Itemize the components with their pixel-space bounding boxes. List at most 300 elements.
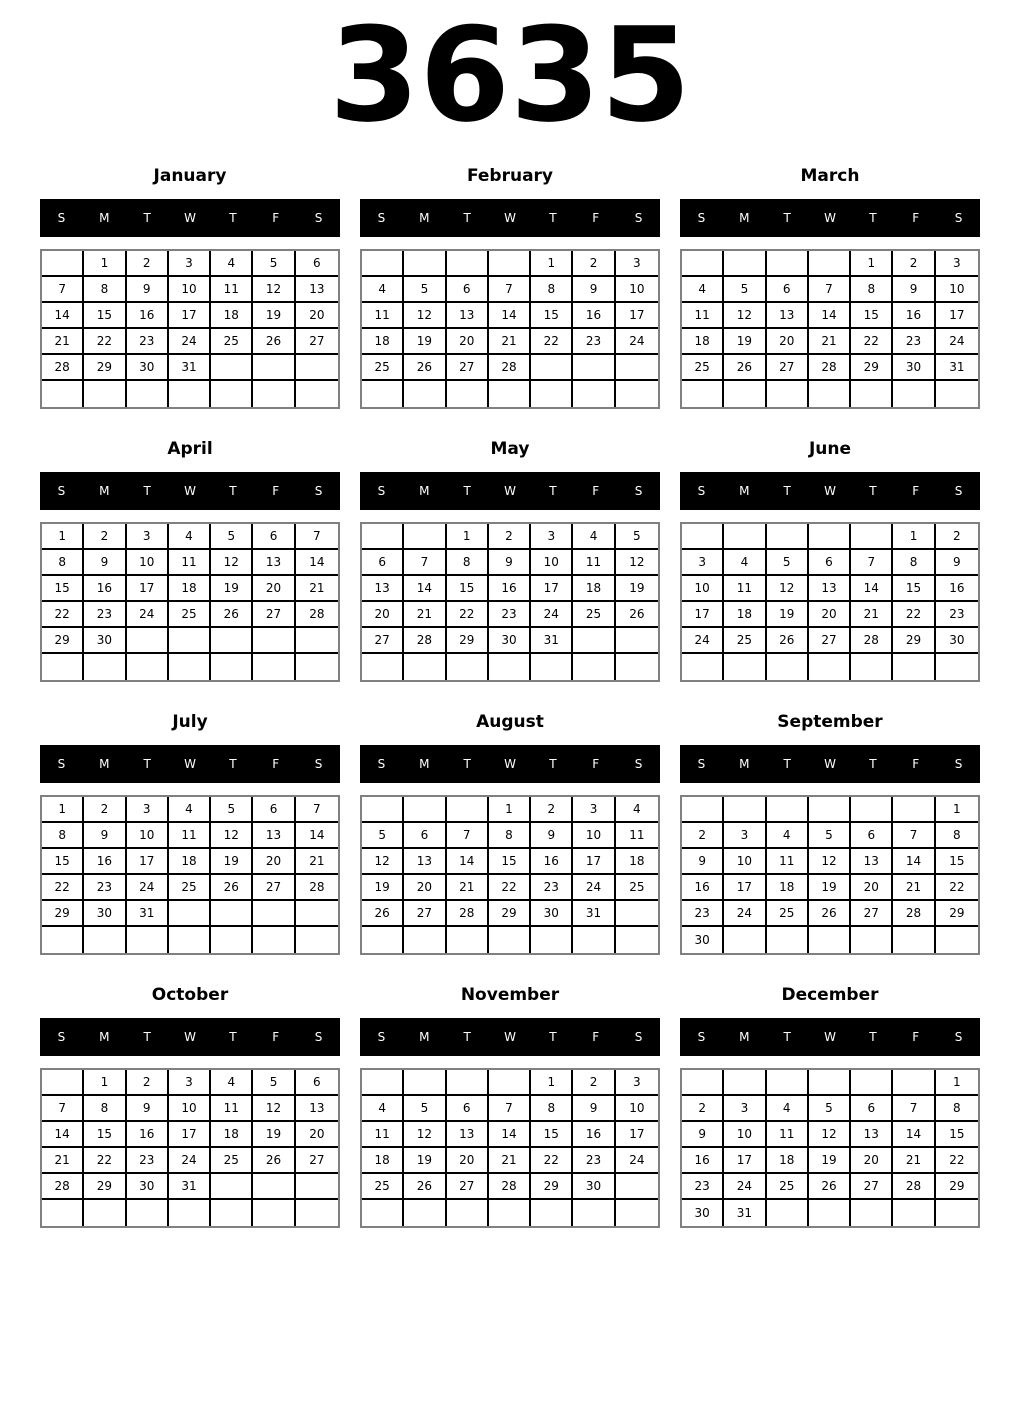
day-cell: 20 — [296, 303, 338, 329]
day-cell: 23 — [893, 329, 935, 355]
day-cell: 22 — [851, 329, 893, 355]
day-cell: 3 — [531, 524, 573, 550]
day-cell: 18 — [362, 1148, 404, 1174]
empty-day-cell — [809, 1070, 851, 1096]
day-cell: 19 — [362, 875, 404, 901]
month — [360, 439, 660, 682]
empty-day-cell — [169, 628, 211, 654]
weekday-label: W — [184, 484, 196, 498]
day-cell: 2 — [573, 251, 615, 277]
empty-day-cell — [616, 901, 658, 927]
week-row — [362, 1070, 658, 1096]
day-cell: 23 — [84, 875, 126, 901]
day-cell: 16 — [573, 1122, 615, 1148]
day-cell: 13 — [447, 303, 489, 329]
day-cell: 20 — [253, 849, 295, 875]
weekday-label: W — [824, 1030, 836, 1044]
empty-day-cell — [362, 524, 404, 550]
empty-day-cell — [362, 251, 404, 277]
day-cell: 6 — [447, 277, 489, 303]
empty-day-cell — [809, 654, 851, 680]
day-cell: 3 — [616, 1070, 658, 1096]
day-cell: 12 — [809, 849, 851, 875]
day-cell: 8 — [42, 550, 84, 576]
day-cell: 15 — [447, 576, 489, 602]
empty-day-cell — [893, 1200, 935, 1226]
day-cell: 20 — [447, 329, 489, 355]
empty-day-cell — [809, 927, 851, 953]
empty-day-cell — [809, 524, 851, 550]
day-cell: 30 — [893, 355, 935, 381]
day-cell: 3 — [573, 797, 615, 823]
month — [40, 712, 340, 955]
day-cell: 5 — [616, 524, 658, 550]
day-cell: 25 — [362, 355, 404, 381]
day-cell: 22 — [84, 329, 126, 355]
month — [680, 712, 980, 955]
weekday-label: T — [783, 1030, 791, 1044]
day-cell: 23 — [573, 1148, 615, 1174]
empty-day-cell — [447, 251, 489, 277]
day-cell: 31 — [573, 901, 615, 927]
empty-day-cell — [724, 524, 766, 550]
week-row — [42, 576, 338, 602]
month-grid — [680, 522, 980, 682]
empty-day-cell — [447, 1200, 489, 1226]
day-cell: 22 — [936, 875, 978, 901]
day-cell: 29 — [489, 901, 531, 927]
day-cell: 14 — [893, 849, 935, 875]
month-name: March — [800, 166, 860, 186]
day-cell: 15 — [851, 303, 893, 329]
day-cell: 1 — [936, 1070, 978, 1096]
weekday-label: F — [592, 757, 600, 771]
day-cell: 21 — [489, 1148, 531, 1174]
empty-day-cell — [253, 355, 295, 381]
month-grid-body — [362, 251, 658, 407]
day-cell: 4 — [169, 524, 211, 550]
day-cell: 1 — [447, 524, 489, 550]
empty-day-cell — [936, 927, 978, 953]
day-cell: 1 — [936, 797, 978, 823]
day-cell: 4 — [767, 823, 809, 849]
weekday-label: T — [229, 757, 237, 771]
month-name: August — [476, 712, 544, 732]
day-cell: 28 — [404, 628, 446, 654]
day-cell: 8 — [531, 1096, 573, 1122]
empty-day-cell — [616, 654, 658, 680]
day-cell: 27 — [851, 1174, 893, 1200]
month-grid — [360, 795, 660, 955]
week-row — [362, 654, 658, 680]
empty-day-cell — [851, 1070, 893, 1096]
day-cell: 22 — [447, 602, 489, 628]
day-cell: 16 — [127, 1122, 169, 1148]
day-cell: 17 — [936, 303, 978, 329]
month — [360, 985, 660, 1228]
day-cell: 30 — [84, 628, 126, 654]
day-cell: 3 — [682, 550, 724, 576]
empty-day-cell — [767, 381, 809, 407]
week-row — [42, 355, 338, 381]
day-cell: 14 — [42, 303, 84, 329]
day-cell: 8 — [84, 1096, 126, 1122]
week-row — [362, 381, 658, 407]
week-row — [42, 1070, 338, 1096]
weekday-label: W — [504, 757, 516, 771]
empty-day-cell — [127, 654, 169, 680]
empty-day-cell — [362, 654, 404, 680]
day-cell: 28 — [296, 875, 338, 901]
day-cell: 19 — [767, 602, 809, 628]
day-cell: 13 — [851, 1122, 893, 1148]
day-cell: 13 — [809, 576, 851, 602]
day-cell: 7 — [489, 1096, 531, 1122]
month — [680, 166, 980, 409]
day-cell: 15 — [531, 303, 573, 329]
day-cell: 17 — [531, 576, 573, 602]
empty-day-cell — [489, 654, 531, 680]
day-cell: 25 — [211, 1148, 253, 1174]
day-cell: 6 — [851, 1096, 893, 1122]
day-cell: 7 — [489, 277, 531, 303]
day-cell: 12 — [211, 550, 253, 576]
day-cell: 5 — [404, 1096, 446, 1122]
month — [40, 985, 340, 1228]
empty-day-cell — [127, 927, 169, 953]
day-cell: 27 — [296, 1148, 338, 1174]
day-cell: 20 — [447, 1148, 489, 1174]
empty-day-cell — [211, 355, 253, 381]
day-cell: 13 — [253, 823, 295, 849]
week-row — [682, 1200, 978, 1226]
empty-day-cell — [404, 654, 446, 680]
day-cell: 14 — [851, 576, 893, 602]
day-cell: 27 — [362, 628, 404, 654]
day-cell: 30 — [127, 1174, 169, 1200]
day-cell: 11 — [362, 303, 404, 329]
empty-day-cell — [253, 628, 295, 654]
day-cell: 23 — [531, 875, 573, 901]
empty-day-cell — [404, 524, 446, 550]
empty-day-cell — [42, 381, 84, 407]
day-cell: 14 — [489, 1122, 531, 1148]
day-cell: 9 — [682, 849, 724, 875]
day-cell: 24 — [616, 329, 658, 355]
weekday-bar — [680, 199, 980, 237]
day-cell: 9 — [127, 277, 169, 303]
week-row — [42, 797, 338, 823]
day-cell: 5 — [253, 1070, 295, 1096]
day-cell: 6 — [404, 823, 446, 849]
month-grid — [40, 795, 340, 955]
week-row — [682, 251, 978, 277]
day-cell: 19 — [211, 849, 253, 875]
day-cell: 31 — [724, 1200, 766, 1226]
day-cell: 2 — [84, 797, 126, 823]
day-cell: 9 — [936, 550, 978, 576]
week-row — [682, 1122, 978, 1148]
weekday-bar — [360, 472, 660, 510]
weekday-label: S — [697, 484, 706, 498]
weekday-label: W — [824, 484, 836, 498]
day-cell: 18 — [211, 303, 253, 329]
week-row — [42, 1148, 338, 1174]
day-cell: 14 — [42, 1122, 84, 1148]
day-cell: 29 — [936, 1174, 978, 1200]
empty-day-cell — [362, 1200, 404, 1226]
weekday-label: F — [592, 1030, 600, 1044]
empty-day-cell — [253, 927, 295, 953]
day-cell: 8 — [936, 823, 978, 849]
day-cell: 7 — [404, 550, 446, 576]
week-row — [362, 277, 658, 303]
empty-day-cell — [724, 251, 766, 277]
empty-day-cell — [851, 1200, 893, 1226]
empty-day-cell — [936, 1200, 978, 1226]
weekday-label: W — [824, 757, 836, 771]
day-cell: 4 — [767, 1096, 809, 1122]
day-cell: 4 — [362, 277, 404, 303]
day-cell: 15 — [84, 303, 126, 329]
day-cell: 29 — [893, 628, 935, 654]
weekday-label: W — [504, 1030, 516, 1044]
empty-day-cell — [936, 654, 978, 680]
weekday-label: S — [697, 757, 706, 771]
weekday-label: F — [912, 757, 920, 771]
day-cell: 24 — [724, 901, 766, 927]
day-cell: 3 — [127, 797, 169, 823]
empty-day-cell — [489, 927, 531, 953]
day-cell: 8 — [84, 277, 126, 303]
empty-day-cell — [893, 927, 935, 953]
day-cell: 10 — [127, 823, 169, 849]
weekday-label: T — [869, 1030, 877, 1044]
day-cell: 3 — [936, 251, 978, 277]
week-row — [42, 654, 338, 680]
week-row — [682, 875, 978, 901]
day-cell: 20 — [851, 1148, 893, 1174]
day-cell: 12 — [404, 1122, 446, 1148]
day-cell: 2 — [127, 251, 169, 277]
day-cell: 18 — [362, 329, 404, 355]
week-row — [362, 576, 658, 602]
day-cell: 23 — [682, 1174, 724, 1200]
week-row — [362, 849, 658, 875]
day-cell: 9 — [893, 277, 935, 303]
day-cell: 7 — [893, 823, 935, 849]
empty-day-cell — [296, 1200, 338, 1226]
month-name: January — [153, 166, 227, 186]
day-cell: 23 — [127, 1148, 169, 1174]
day-cell: 13 — [851, 849, 893, 875]
empty-day-cell — [616, 355, 658, 381]
day-cell: 28 — [489, 1174, 531, 1200]
day-cell: 17 — [169, 1122, 211, 1148]
empty-day-cell — [767, 1200, 809, 1226]
day-cell: 11 — [616, 823, 658, 849]
day-cell: 19 — [211, 576, 253, 602]
weekday-label: S — [57, 1030, 66, 1044]
empty-day-cell — [42, 1070, 84, 1096]
day-cell: 29 — [42, 628, 84, 654]
week-row — [362, 602, 658, 628]
weekday-label: M — [419, 484, 430, 498]
weekday-label: S — [634, 1030, 643, 1044]
empty-day-cell — [84, 927, 126, 953]
month-name: May — [490, 439, 530, 459]
week-row — [682, 381, 978, 407]
empty-day-cell — [724, 381, 766, 407]
day-cell: 17 — [127, 576, 169, 602]
day-cell: 2 — [573, 1070, 615, 1096]
day-cell: 19 — [809, 875, 851, 901]
day-cell: 19 — [616, 576, 658, 602]
empty-day-cell — [724, 1070, 766, 1096]
day-cell: 16 — [682, 1148, 724, 1174]
day-cell: 1 — [489, 797, 531, 823]
day-cell: 25 — [767, 1174, 809, 1200]
weekday-label: M — [99, 484, 110, 498]
weekday-bar — [40, 472, 340, 510]
empty-day-cell — [296, 1174, 338, 1200]
week-row — [362, 875, 658, 901]
day-cell: 22 — [531, 1148, 573, 1174]
empty-day-cell — [767, 251, 809, 277]
empty-day-cell — [851, 927, 893, 953]
day-cell: 6 — [809, 550, 851, 576]
day-cell: 10 — [936, 277, 978, 303]
day-cell: 17 — [127, 849, 169, 875]
weekday-label: W — [184, 1030, 196, 1044]
day-cell: 13 — [362, 576, 404, 602]
month — [40, 166, 340, 409]
day-cell: 31 — [169, 355, 211, 381]
day-cell: 9 — [489, 550, 531, 576]
empty-day-cell — [936, 381, 978, 407]
day-cell: 27 — [253, 602, 295, 628]
day-cell: 16 — [127, 303, 169, 329]
weekday-label: S — [377, 484, 386, 498]
day-cell: 20 — [809, 602, 851, 628]
day-cell: 26 — [767, 628, 809, 654]
day-cell: 15 — [531, 1122, 573, 1148]
week-row — [682, 823, 978, 849]
weekday-label: S — [954, 484, 963, 498]
day-cell: 15 — [489, 849, 531, 875]
month-name: December — [781, 985, 879, 1005]
day-cell: 24 — [169, 329, 211, 355]
week-row — [362, 251, 658, 277]
empty-day-cell — [809, 797, 851, 823]
weekday-label: M — [739, 757, 750, 771]
empty-day-cell — [893, 1070, 935, 1096]
day-cell: 10 — [127, 550, 169, 576]
day-cell: 6 — [253, 797, 295, 823]
day-cell: 15 — [936, 849, 978, 875]
week-row — [682, 303, 978, 329]
empty-day-cell — [404, 381, 446, 407]
weekday-label: F — [272, 211, 280, 225]
day-cell: 24 — [724, 1174, 766, 1200]
day-cell: 2 — [531, 797, 573, 823]
weekday-label: S — [377, 1030, 386, 1044]
month — [680, 985, 980, 1228]
week-row — [42, 1174, 338, 1200]
day-cell: 6 — [296, 1070, 338, 1096]
day-cell: 5 — [809, 1096, 851, 1122]
weekday-label: M — [419, 1030, 430, 1044]
week-row — [42, 277, 338, 303]
month-grid-body — [42, 251, 338, 407]
weekday-label: S — [697, 1030, 706, 1044]
weekday-label: T — [783, 211, 791, 225]
day-cell: 23 — [127, 329, 169, 355]
week-row — [42, 303, 338, 329]
weekday-label: F — [272, 484, 280, 498]
day-cell: 11 — [724, 576, 766, 602]
day-cell: 25 — [211, 329, 253, 355]
month-name: February — [466, 166, 554, 186]
day-cell: 29 — [84, 355, 126, 381]
week-row — [682, 524, 978, 550]
day-cell: 22 — [84, 1148, 126, 1174]
week-row — [682, 849, 978, 875]
day-cell: 7 — [447, 823, 489, 849]
day-cell: 8 — [893, 550, 935, 576]
empty-day-cell — [362, 927, 404, 953]
day-cell: 1 — [42, 524, 84, 550]
month — [40, 439, 340, 682]
day-cell: 2 — [936, 524, 978, 550]
weekday-label: T — [463, 211, 471, 225]
day-cell: 7 — [42, 277, 84, 303]
weekday-label: S — [57, 484, 66, 498]
day-cell: 10 — [724, 849, 766, 875]
day-cell: 13 — [296, 277, 338, 303]
day-cell: 5 — [767, 550, 809, 576]
day-cell: 21 — [893, 1148, 935, 1174]
day-cell: 1 — [851, 251, 893, 277]
weekday-label: S — [377, 211, 386, 225]
day-cell: 27 — [851, 901, 893, 927]
day-cell: 20 — [404, 875, 446, 901]
day-cell: 13 — [404, 849, 446, 875]
day-cell: 25 — [724, 628, 766, 654]
weekday-label: F — [912, 211, 920, 225]
day-cell: 17 — [573, 849, 615, 875]
day-cell: 12 — [616, 550, 658, 576]
day-cell: 2 — [84, 524, 126, 550]
weekday-label: S — [57, 757, 66, 771]
day-cell: 16 — [489, 576, 531, 602]
day-cell: 2 — [489, 524, 531, 550]
weekday-label: T — [229, 1030, 237, 1044]
empty-day-cell — [531, 1200, 573, 1226]
day-cell: 5 — [404, 277, 446, 303]
empty-day-cell — [447, 381, 489, 407]
day-cell: 1 — [84, 251, 126, 277]
day-cell: 22 — [936, 1148, 978, 1174]
empty-day-cell — [404, 1200, 446, 1226]
day-cell: 22 — [489, 875, 531, 901]
empty-day-cell — [211, 901, 253, 927]
weekday-bar — [360, 745, 660, 783]
month-grid — [40, 249, 340, 409]
day-cell: 9 — [84, 823, 126, 849]
month-grid-body — [42, 797, 338, 953]
day-cell: 13 — [253, 550, 295, 576]
